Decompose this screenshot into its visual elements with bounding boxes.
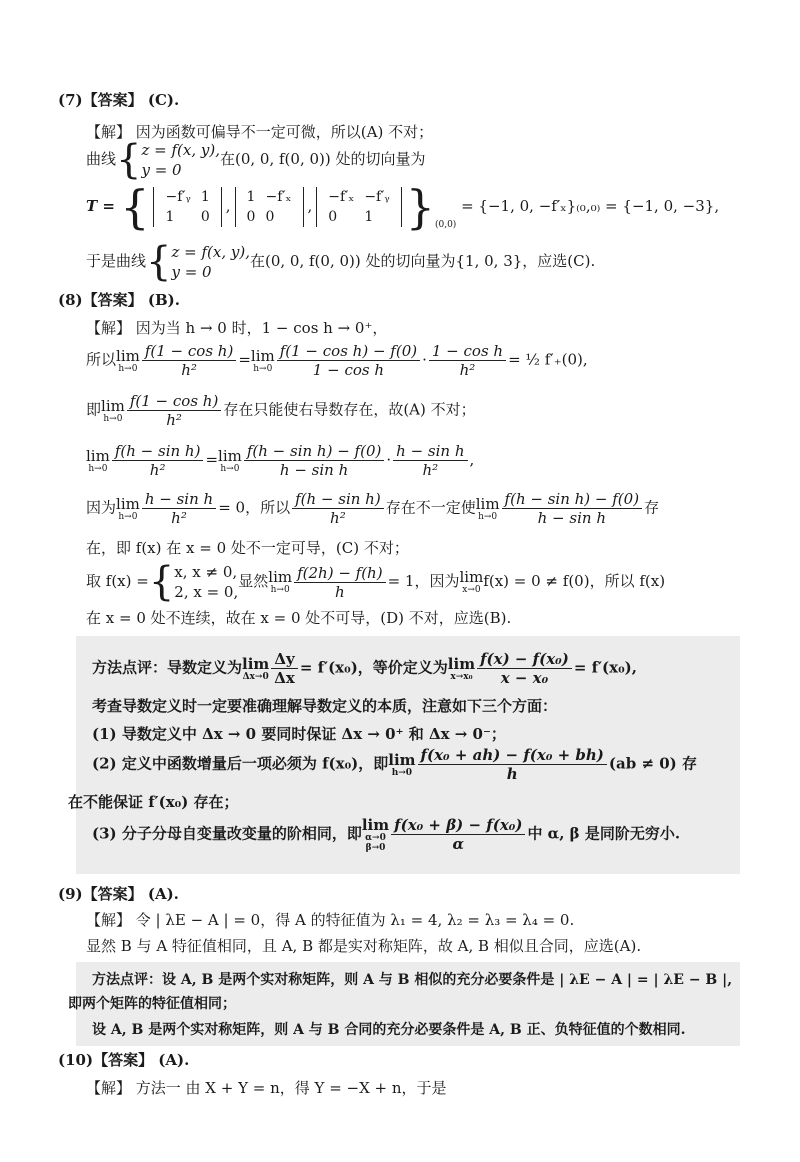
lim-sub: h→0: [103, 413, 123, 424]
text: 即: [86, 400, 102, 419]
dot: ·: [386, 450, 392, 469]
numerator: f(1 − cos h): [142, 342, 236, 361]
numerator: f(x₀ + ah) − f(x₀ + bh): [418, 746, 607, 765]
text: (3) 分子分母自变量改变量的阶相同，即: [92, 824, 362, 843]
lim: [218, 448, 242, 474]
fraction: [142, 342, 236, 379]
q8-line4: [86, 442, 474, 479]
lim: [268, 569, 292, 595]
numerator: f(h − sin h): [292, 490, 384, 509]
fraction: [244, 442, 385, 479]
lim-sub: h→0: [118, 511, 138, 522]
lim-sub: x→x₀: [450, 671, 473, 682]
fraction: [112, 442, 204, 479]
fraction: [502, 490, 643, 527]
q7-curve-line1: [86, 137, 426, 183]
lim: [101, 398, 125, 424]
fraction: [418, 746, 607, 783]
left-brace: {: [116, 137, 142, 183]
denominator: h: [335, 582, 345, 601]
text: 存在不一定使: [385, 498, 476, 517]
denominator: h²: [459, 361, 476, 379]
text: 在(0, 0, f(0, 0)) 处的切向量为{1, 0, 3}，应选(C).: [249, 252, 596, 270]
numerator: f(x) − f(x₀): [477, 650, 572, 669]
left-brace: {: [146, 239, 172, 285]
cell: −f′ₓ: [265, 189, 292, 205]
denominator: h²: [330, 509, 346, 527]
box1-line3: (1) 导数定义中 Δx → 0 要同时保证 Δx → 0⁺ 和 Δx → 0⁻；: [92, 725, 506, 743]
lim-sub: Δx→0: [242, 671, 269, 682]
lim-word: lim: [116, 494, 140, 513]
text: 存: [644, 498, 660, 517]
cell: −f′ᵧ: [165, 189, 191, 205]
numerator: f(1 − cos h): [127, 392, 221, 411]
fraction: [294, 564, 385, 601]
q9-solution-line2: 显然 B 与 A 特征值相同，且 A, B 都是实对称矩阵，故 A, B 相似且合同，应选(A).: [86, 937, 642, 955]
minor-3: [316, 187, 401, 227]
eq-z: z = f(x, y),: [141, 141, 220, 159]
cell: 1: [200, 189, 210, 205]
lim-sub: h→0: [478, 511, 498, 522]
text: 中 α, β 是同阶无穷小.: [527, 824, 681, 843]
lim: [476, 496, 500, 522]
text: = 0，所以: [218, 498, 291, 517]
close-brace: }: [405, 180, 435, 234]
q8-answer-head: (8)【答案】 (B).: [58, 291, 180, 309]
eq-z: z = f(x, y),: [171, 243, 250, 261]
q8-line6: 在，即 f(x) 在 x = 0 处不一定可导，(C) 不对；: [86, 539, 409, 557]
eq-y: y = 0: [141, 161, 182, 179]
text: 方法点评：导数定义为: [92, 658, 243, 677]
lim-word: lim: [242, 654, 270, 673]
text: 曲线: [86, 150, 117, 168]
cell: 1: [246, 189, 256, 205]
lim-sub: h→0: [391, 767, 413, 778]
text: (2) 定义中函数增量后一项必须为 f(x₀)，即: [92, 754, 389, 773]
q10-solution-line1: 【解】 方法一 由 X + Y = n，得 Y = −X + n，于是: [86, 1079, 447, 1097]
curve-system: [141, 140, 220, 180]
denominator: h²: [171, 509, 187, 527]
T-label: T =: [86, 197, 121, 215]
lim-sub: β→0: [365, 842, 386, 853]
numerator: h − sin h: [393, 442, 467, 461]
fraction: [271, 650, 298, 687]
numerator: 1 − cos h: [429, 342, 506, 361]
text: 在(0, 0, f(0, 0)) 处的切向量为: [219, 150, 426, 168]
piecewise: [174, 562, 238, 602]
fraction: [429, 342, 506, 379]
text: ,: [469, 450, 475, 469]
q8-line2: [86, 342, 588, 379]
denominator: 1 − cos h: [312, 361, 385, 379]
fraction: [391, 816, 525, 853]
numerator: f(1 − cos h) − f(0): [277, 342, 420, 361]
fraction: [393, 442, 467, 479]
lim-word: lim: [250, 346, 275, 365]
lim: [251, 348, 275, 374]
box1-line2: 考查导数定义时一定要准确理解导数定义的本质，注意如下三个方面：: [92, 697, 558, 715]
box1-line1: [92, 650, 637, 687]
lim-word: lim: [116, 346, 140, 365]
lim-word: lim: [218, 446, 242, 465]
lim-sub: h→0: [253, 363, 273, 374]
lim-word: lim: [101, 396, 125, 415]
left-brace: {: [148, 559, 175, 605]
q8-line3: [86, 392, 476, 429]
text: = ½ f′₊(0),: [508, 350, 588, 369]
text: f(x) = 0 ≠ f(0)，所以 f(x): [483, 572, 666, 590]
lim: [388, 752, 415, 778]
lim-word: lim: [447, 654, 476, 673]
case-1: x, x ≠ 0,: [174, 563, 238, 581]
q8-solution-line1: 【解】 因为当 h → 0 时，1 − cos h → 0⁺，: [86, 319, 388, 337]
numerator: h − sin h: [142, 490, 216, 509]
denominator: h: [506, 765, 518, 783]
lim: [116, 348, 140, 374]
text: 于是曲线: [86, 252, 147, 270]
cell: 0: [328, 209, 338, 225]
q7-answer-head: (7)【答案】 (C).: [58, 91, 180, 109]
box1-line5: 在不能保证 f′(x₀) 存在；: [68, 793, 239, 811]
q7-tangent-vector-T: T = { −f′ᵧ 1 1 0 , 1 −f′ₓ 0 0 , −f′ₓ −f′ᵧ 0 1 }$_{(0,0)} = \{-1$, 0, −f′ₓ}₍₀,₀₎ = {−1, 0, −3},: [86, 180, 720, 234]
cell: 1: [364, 209, 374, 225]
minor-2: [235, 187, 304, 227]
denominator: h²: [166, 411, 182, 429]
eq-y: y = 0: [171, 263, 212, 281]
numerator: f(h − sin h) − f(0): [244, 442, 385, 461]
lim-sub: h→0: [118, 363, 138, 374]
cell: −f′ᵧ: [364, 189, 390, 205]
lim-sub: h→0: [88, 463, 108, 474]
denominator: h²: [422, 461, 439, 479]
lim-word: lim: [268, 568, 293, 586]
denominator: h − sin h: [279, 461, 349, 479]
fraction: [127, 392, 221, 429]
cell: 0: [265, 209, 275, 225]
q8-line8: 在 x = 0 处不连续，故在 x = 0 处不可导，(D) 不对，应选(B).: [86, 609, 512, 627]
q9-answer-head: (9)【答案】 (A).: [58, 885, 179, 903]
lim: [362, 817, 389, 853]
method-review-box-1: [68, 636, 740, 874]
text: 显然: [238, 572, 269, 590]
fraction: [142, 490, 216, 527]
case-2: 2, x = 0,: [174, 583, 239, 601]
lim-word: lim: [459, 568, 484, 586]
lim: [86, 448, 110, 474]
numerator: f(x₀ + β) − f(x₀): [391, 816, 525, 835]
lim-sub: h→0: [270, 585, 290, 595]
box2-line1: 方法点评：设 A, B 是两个实对称矩阵，则 A 与 B 相似的充分必要条件是 | λE − A | = | λE − B |,: [92, 972, 733, 988]
lim-sub: α→0: [365, 832, 386, 843]
lim: [116, 496, 140, 522]
equals: =: [238, 350, 251, 369]
numerator: f(2h) − f(h): [294, 564, 385, 583]
lim-word: lim: [361, 815, 390, 834]
q8-line5: [86, 490, 659, 527]
denominator: α: [452, 835, 465, 853]
fraction: [477, 650, 572, 687]
denominator: h²: [149, 461, 166, 479]
text: 取 f(x) =: [86, 572, 149, 590]
box1-line6: [92, 816, 680, 853]
lim: [459, 569, 483, 595]
lim-word: lim: [86, 446, 110, 465]
q7-curve-line2: [86, 239, 596, 285]
text: (ab ≠ 0) 存: [608, 754, 697, 773]
denominator: x − x₀: [500, 669, 549, 687]
lim: [242, 656, 269, 682]
box2-line3: 设 A, B 是两个实对称矩阵，则 A 与 B 合同的充分必要条件是 A, B 正、负特征值的个数相同.: [92, 1022, 686, 1038]
text: = f′(x₀),: [573, 658, 637, 677]
cell: 0: [200, 209, 210, 225]
numerator: f(h − sin h): [112, 442, 204, 461]
lim: [448, 656, 475, 682]
open-brace: {: [120, 180, 150, 234]
text: 所以: [86, 350, 117, 369]
cell: 1: [165, 209, 175, 225]
T-result: = {−1, 0, −f′ₓ}₍₀,₀₎ = {−1, 0, −3},: [461, 197, 720, 215]
lim-sub: x→0: [462, 585, 481, 595]
numerator: Δy: [271, 650, 298, 669]
box1-line4: [92, 746, 697, 783]
dot: ·: [422, 350, 427, 369]
text: = f′(x₀)，等价定义为: [299, 658, 448, 677]
curve-system: [171, 242, 250, 282]
lim-word: lim: [475, 494, 500, 513]
text: 存在只能使右导数存在，故(A) 不对；: [223, 400, 476, 419]
lim-sub: h→0: [220, 463, 240, 474]
q7-solution-line1: 【解】 因为函数可偏导不一定可微，所以(A) 不对；: [86, 123, 434, 141]
q8-line7: [86, 559, 666, 605]
text: 因为: [86, 498, 117, 517]
minor-1: [153, 187, 221, 227]
q9-solution-line1: 【解】 令 | λE − A | = 0，得 A 的特征值为 λ₁ = 4, λ₂ = λ₃ = λ₄ = 0.: [86, 911, 575, 929]
equals: =: [205, 450, 219, 469]
cell: 0: [246, 209, 256, 225]
lim-word: lim: [388, 750, 416, 769]
fraction: [292, 490, 384, 527]
denominator: Δx: [274, 669, 295, 687]
box2-line2: 即两个矩阵的特征值相同；: [68, 996, 236, 1012]
fraction: [277, 342, 420, 379]
denominator: h²: [181, 361, 197, 379]
numerator: f(h − sin h) − f(0): [502, 490, 643, 509]
q10-answer-head: (10)【答案】 (A).: [58, 1051, 190, 1069]
T-subscript: (0,0): [434, 220, 457, 230]
text: = 1，因为: [387, 572, 460, 590]
method-review-box-2: [68, 962, 740, 1046]
cell: −f′ₓ: [328, 189, 355, 205]
denominator: h − sin h: [537, 509, 606, 527]
